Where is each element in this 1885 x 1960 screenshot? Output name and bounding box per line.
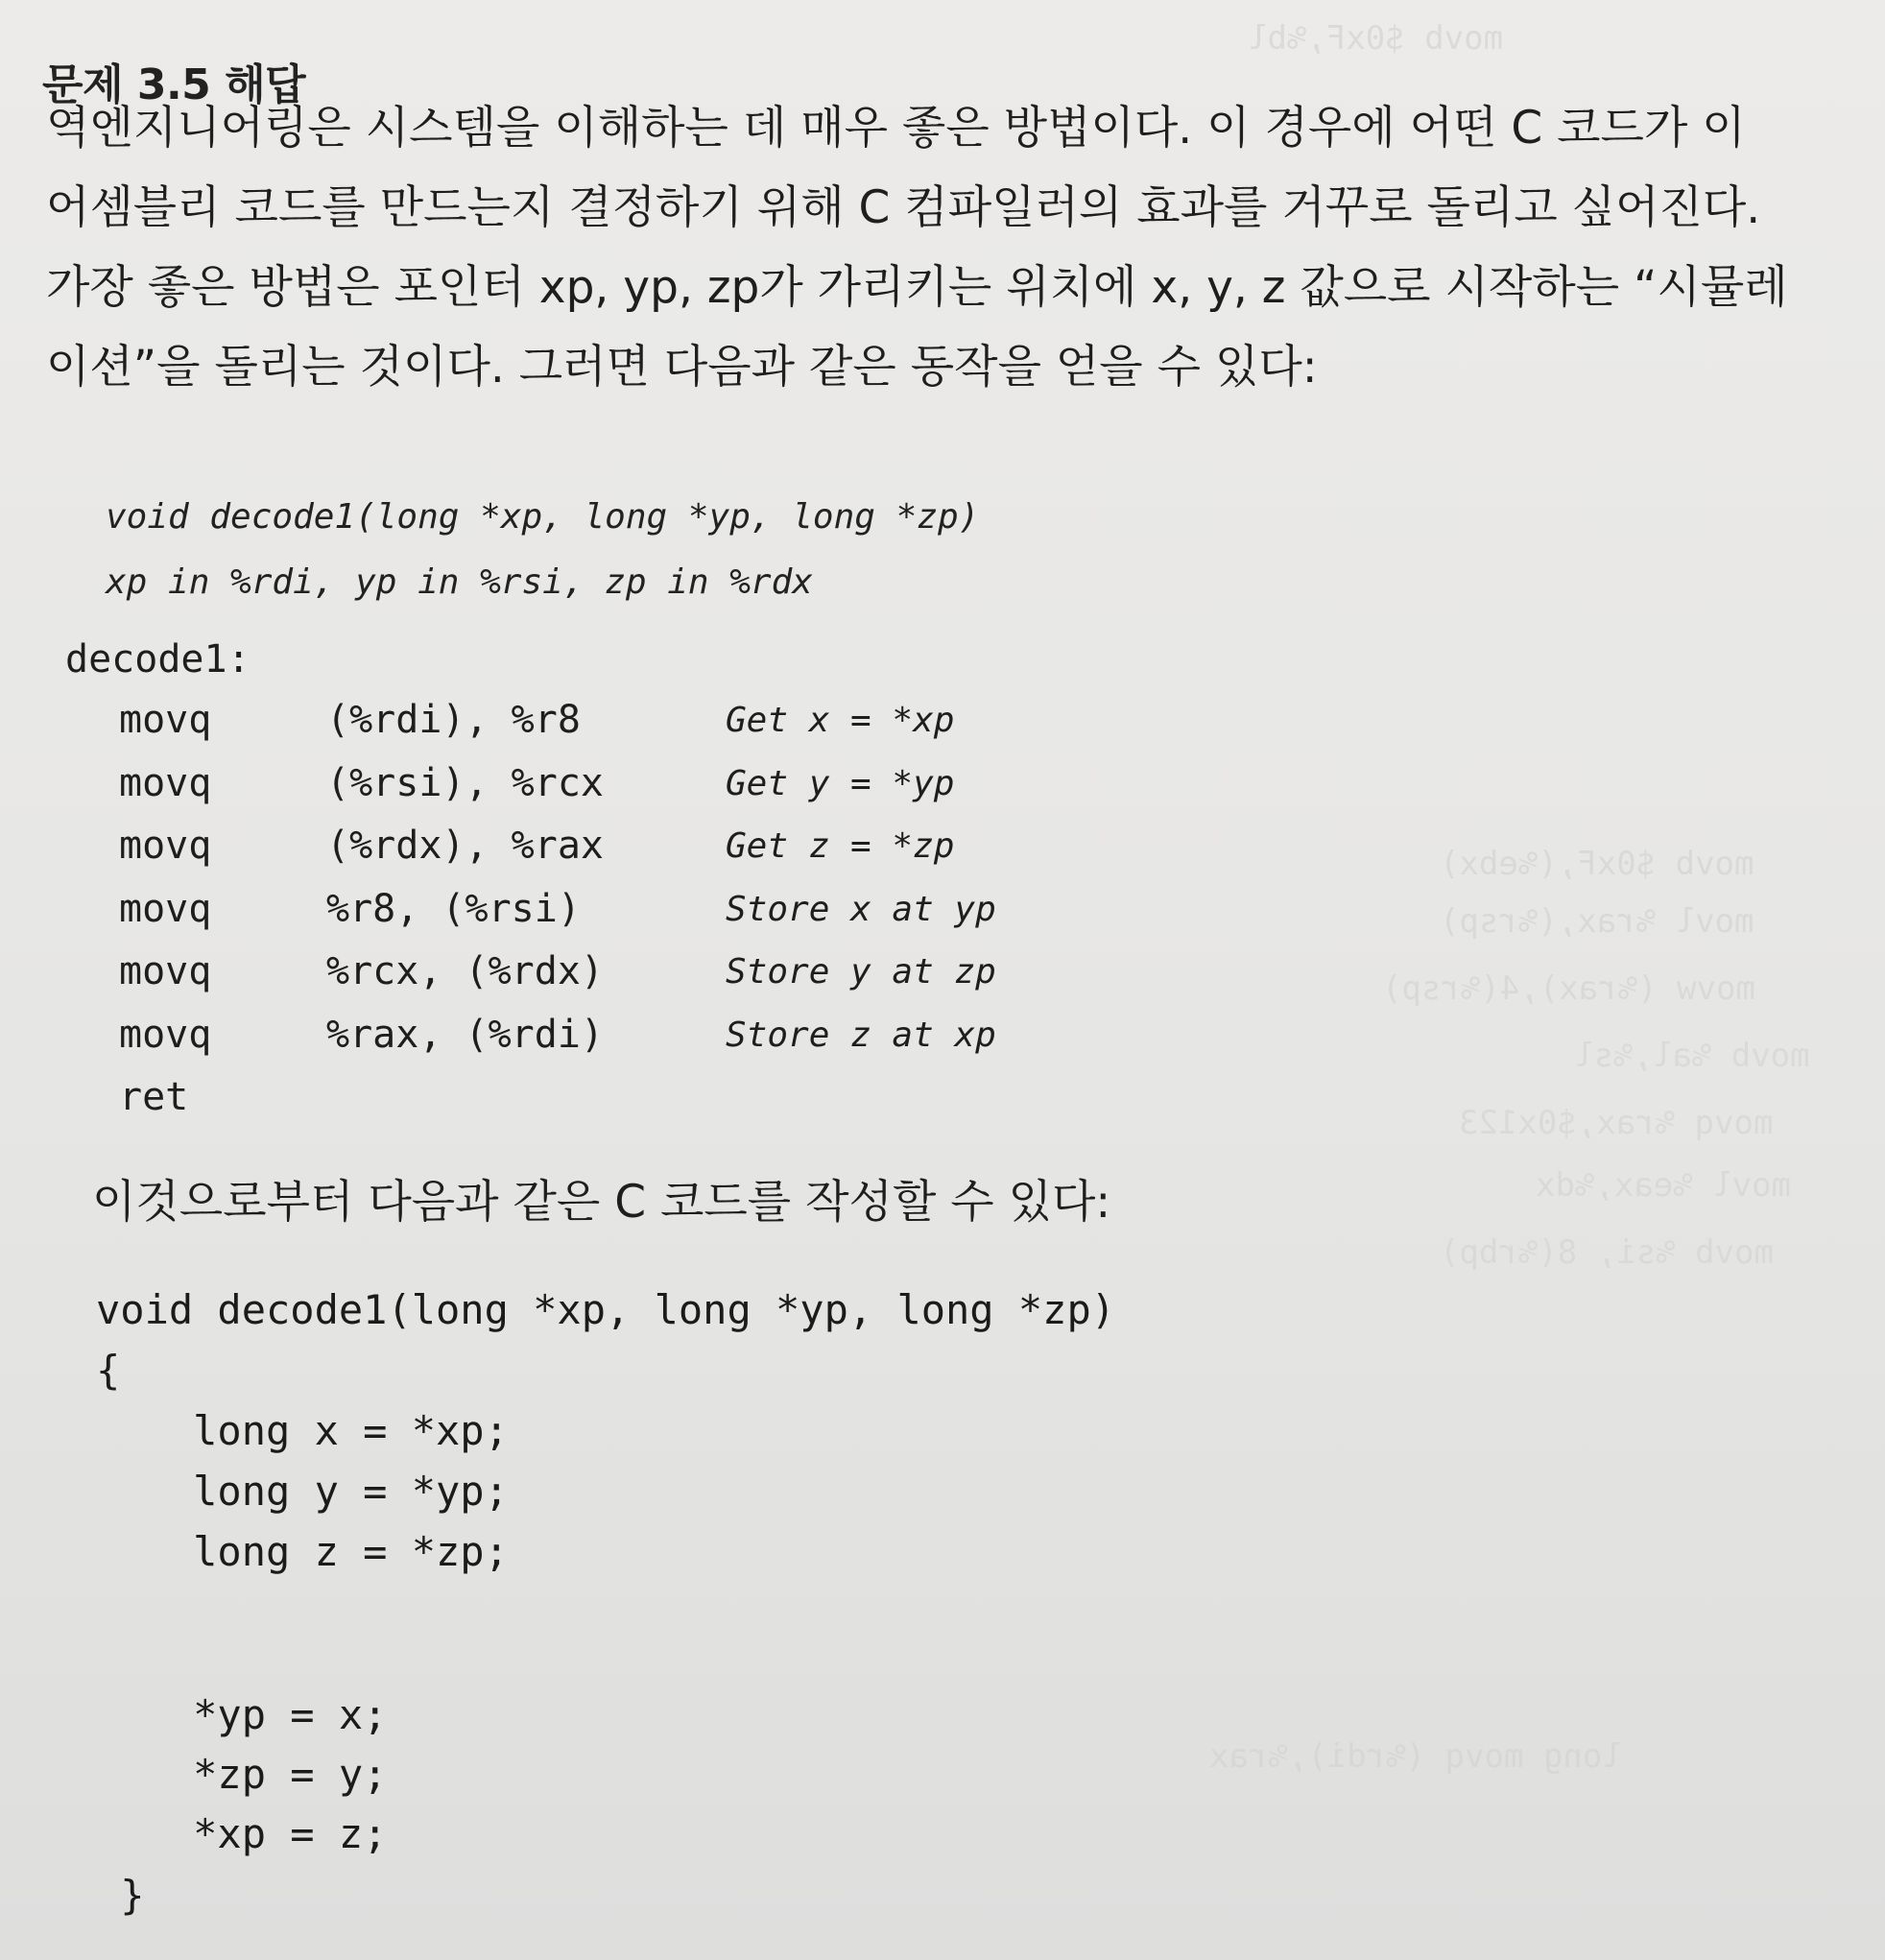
asm-row — [65, 689, 955, 753]
asm-comment: Get y = *yp — [726, 763, 955, 803]
asm-opcode: movq — [119, 760, 212, 805]
asm-comment: Get z = *zp — [726, 826, 955, 866]
code-line: long x = *xp; — [96, 1407, 509, 1454]
asm-opcode: movq — [119, 824, 212, 868]
code-line: long z = *zp; — [96, 1528, 509, 1575]
paragraph-line: 역엔지니어링은 시스템을 이해하는 데 매우 좋은 방법이다. 이 경우에 어떤 C 코드가 이 — [46, 102, 1746, 155]
asm-comment: Store x at yp — [726, 889, 996, 929]
paragraph-line: 어셈블리 코드를 만드는지 결정하기 위해 C 컴파일러의 효과를 거꾸로 돌리고 싶어진다. — [46, 181, 1761, 234]
asm-row — [65, 815, 955, 878]
bleed-through-text: movq %rax,$0x123 — [1459, 1104, 1774, 1142]
asm-operands: (%rdx), %rax — [326, 824, 604, 868]
asm-operands: %rax, (%rdi) — [326, 1012, 604, 1057]
bleed-through-text: movl %rax,(%rsp) — [1440, 902, 1754, 941]
code-line: long y = *yp; — [96, 1468, 509, 1515]
bleed-through-text: movb %al,%sl — [1574, 1037, 1810, 1075]
asm-opcode: movq — [119, 1012, 212, 1057]
solution-heading: 문제 3.5 해답 — [42, 60, 306, 109]
code-line: *zp = y; — [96, 1751, 388, 1798]
code-line: void decode1(long *xp, long *yp, long *zp) — [96, 1286, 1116, 1333]
asm-operands: %r8, (%rsi) — [326, 886, 581, 931]
asm-comment: Store z at xp — [726, 1015, 996, 1055]
asm-row — [65, 941, 996, 1004]
paragraph-line: 이션”을 돌리는 것이다. 그러면 다음과 같은 동작을 얻을 수 있다: — [46, 341, 1318, 394]
asm-comment: Get x = *xp — [726, 701, 955, 740]
asm-row — [65, 1066, 251, 1130]
asm-row — [65, 753, 955, 816]
assembly-listing — [65, 630, 996, 1130]
bleed-through-text: movl %eax,%dx — [1536, 1166, 1792, 1205]
prototype-comment — [106, 485, 979, 615]
asm-operands: (%rsi), %rcx — [326, 760, 604, 805]
asm-opcode: movq — [119, 886, 212, 931]
bleed-through-text: movb $0xF,%bl — [1248, 19, 1504, 58]
asm-label: decode1: — [65, 637, 251, 681]
code-line: } — [96, 1872, 145, 1919]
prototype-line: void decode1(long *xp, long *yp, long *zp) — [106, 497, 980, 537]
bleed-through-text: movb $0xF,(%ebx) — [1440, 845, 1754, 883]
bleed-through-text: long movq (%rdi),%rax — [1209, 1737, 1622, 1776]
asm-comment: Store y at zp — [726, 952, 996, 992]
asm-opcode: ret — [119, 1075, 189, 1119]
register-mapping-line: xp in %rdi, yp in %rsi, zp in %rdx — [106, 562, 813, 602]
asm-opcode: movq — [119, 698, 212, 742]
paragraph-line: 가장 좋은 방법은 포인터 xp, yp, zp가 가리키는 위치에 x, y, z 값으로 시작하는 “시뮬레 — [46, 261, 1788, 314]
c-code-intro: 이것으로부터 다음과 같은 C 코드를 작성할 수 있다: — [92, 1176, 1111, 1229]
asm-operands: %rcx, (%rdx) — [326, 949, 604, 993]
code-line: *xp = z; — [96, 1810, 388, 1857]
bleed-through-text: movb %si, 8(%rbp) — [1440, 1233, 1774, 1272]
code-line: *yp = x; — [96, 1691, 388, 1738]
intro-paragraph — [46, 88, 1870, 407]
bleed-through-text: movw (%rax),4(%rsp) — [1382, 969, 1755, 1008]
asm-opcode: movq — [119, 949, 212, 993]
asm-operands: (%rdi), %r8 — [326, 698, 581, 742]
asm-row — [65, 878, 996, 942]
code-line: { — [96, 1347, 121, 1394]
asm-row — [65, 1004, 996, 1067]
